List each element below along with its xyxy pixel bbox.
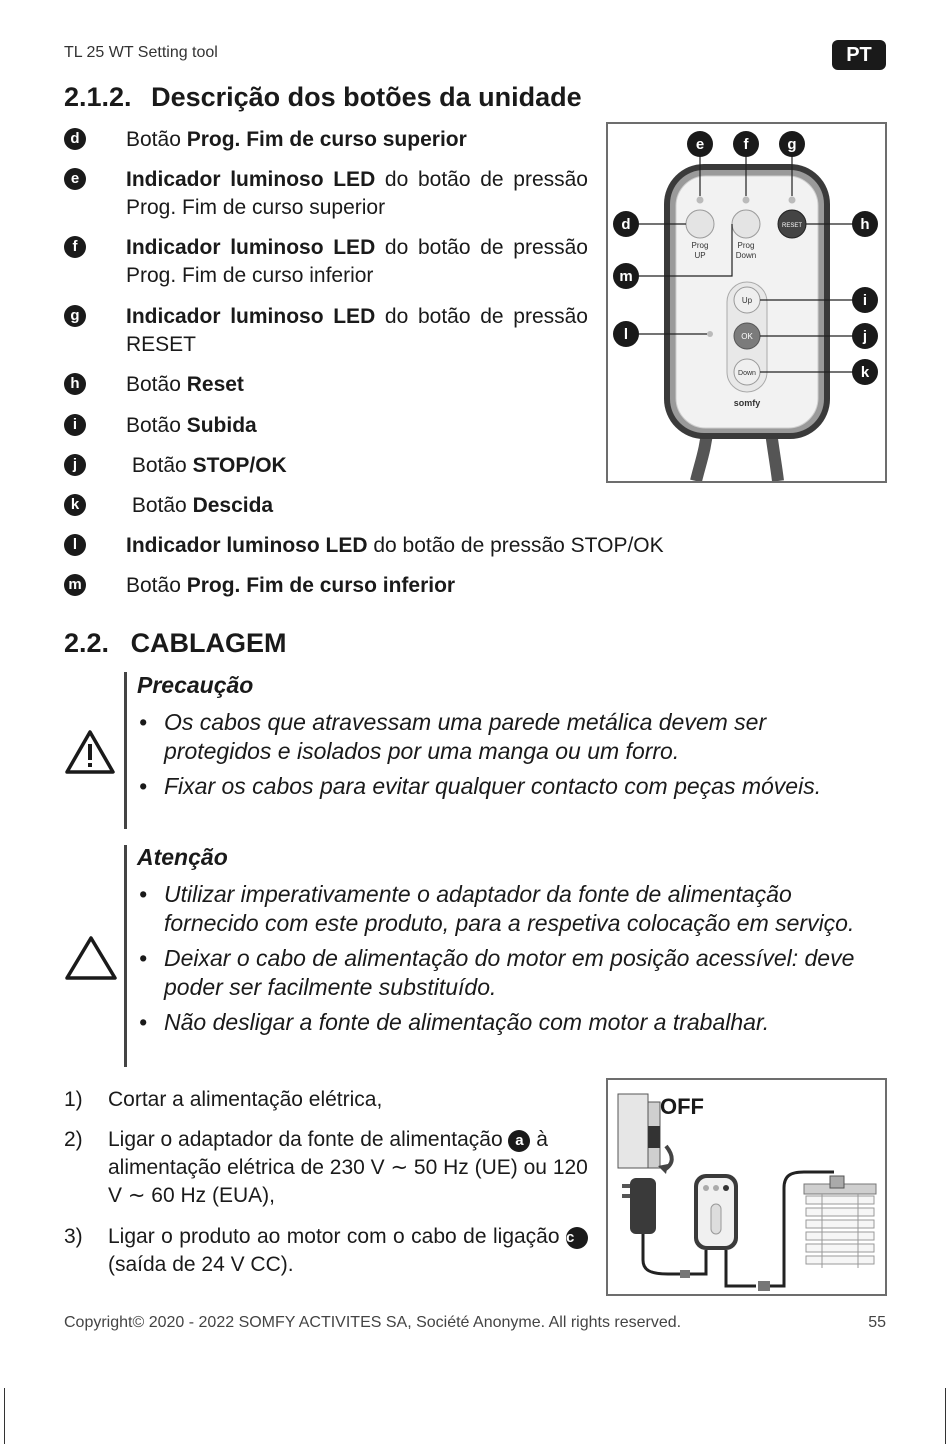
step-item: 3) Ligar o produto ao motor com o cabo de ligação c (saída de 24 V CC).: [64, 1223, 588, 1279]
list-badge: i: [64, 414, 86, 436]
svg-text:h: h: [860, 216, 870, 233]
note-divider: [124, 672, 127, 829]
list-badge: h: [64, 373, 86, 395]
led-indicator: [697, 197, 704, 204]
list-item: Botão Prog. Fim de curso superior: [126, 128, 467, 151]
list-badge: j: [64, 454, 86, 476]
header-title: TL 25 WT Setting tool: [64, 44, 218, 61]
caution-triangle-icon: [64, 934, 118, 982]
svg-text:k: k: [860, 364, 870, 381]
list-item: Botão STOP/OK: [126, 454, 287, 477]
attention-list: [137, 880, 877, 1043]
led-indicator: [707, 331, 713, 337]
prog-up-button: [686, 210, 714, 238]
page-edge-line: [945, 1388, 946, 1444]
list-item: • Fixar os cabos para evitar qualquer contacto com peças móveis.: [137, 772, 877, 801]
precaution-list: [137, 708, 877, 807]
setting-tool-unit: [688, 1174, 756, 1286]
svg-text:Up: Up: [741, 296, 753, 305]
section-number: 2.2.: [64, 628, 110, 658]
list-badge: k: [64, 494, 86, 516]
list-badge: d: [64, 128, 86, 150]
svg-text:m: m: [619, 268, 633, 285]
section-heading-212: [64, 82, 582, 113]
list-badge: l: [64, 534, 86, 556]
list-badge: g: [64, 305, 86, 327]
note-title: Atenção: [137, 844, 228, 870]
wiring-illustration: [608, 1080, 885, 1294]
off-label: OFF: [660, 1094, 704, 1119]
warning-triangle-icon: [64, 728, 116, 776]
svg-text:d: d: [621, 216, 631, 233]
svg-text:i: i: [862, 292, 868, 309]
list-item: Botão Descida: [126, 494, 274, 517]
svg-text:UP: UP: [694, 251, 706, 260]
page-edge-line: [4, 1388, 5, 1444]
copyright-text: Copyright© 2020 - 2022 SOMFY ACTIVITES SA, Société Anonyme. All rights reserved.: [64, 1314, 682, 1331]
inline-badge: c: [566, 1227, 588, 1249]
note-divider: [124, 845, 127, 1067]
wiring-figure: [606, 1078, 887, 1296]
step-item: 1) Cortar a alimentação elétrica,: [64, 1088, 383, 1111]
svg-text:l: l: [623, 326, 629, 343]
step-item: 2) Ligar o adaptador da fonte de alimentação a à alimentação elétrica de 230 V ∼ 50 Hz (UE) ou 120 V ∼ 60 Hz (EUA),: [64, 1128, 588, 1207]
svg-text:e: e: [695, 136, 705, 153]
list-item: • Utilizar imperativamente o adaptador da fonte de alimentação fornecido com este produto, para a respetiva colocação em serviço.: [137, 880, 877, 938]
language-badge: PT: [832, 40, 886, 70]
page-number: 55: [868, 1314, 886, 1331]
device-illustration: [608, 124, 885, 481]
prog-down-button: [732, 210, 760, 238]
svg-text:Down: Down: [738, 370, 756, 377]
svg-text:g: g: [787, 136, 797, 153]
section-title: Descrição dos botões da unidade: [151, 82, 582, 112]
led-indicator: [789, 197, 796, 204]
section-number: 2.1.2.: [64, 82, 132, 112]
list-item: • Não desligar a fonte de alimentação com motor a trabalhar.: [137, 1008, 877, 1037]
list-item: • Os cabos que atravessam uma parede metálica devem ser protegidos e isolados por uma manga ou um forro.: [137, 708, 877, 766]
device-figure: [606, 122, 887, 483]
roller-blind: [804, 1176, 876, 1268]
list-item: Indicador luminoso LED do botão de pressão Prog. Fim de curso superior: [126, 168, 588, 219]
list-item: Indicador luminoso LED do botão de pressão STOP/OK: [126, 534, 664, 557]
led-indicator: [743, 197, 750, 204]
brand-logo: somfy: [733, 398, 761, 408]
inline-badge: a: [508, 1130, 530, 1152]
list-item: Botão Subida: [126, 414, 257, 437]
svg-text:Prog: Prog: [737, 241, 755, 250]
list-item: Indicador luminoso LED do botão de pressão RESET: [126, 305, 588, 356]
list-item: Indicador luminoso LED do botão de pressão Prog. Fim de curso inferior: [126, 236, 588, 287]
svg-text:OK: OK: [741, 332, 753, 341]
list-badge: m: [64, 574, 86, 596]
list-item: Botão Reset: [126, 373, 244, 396]
note-title: Precaução: [137, 672, 254, 698]
section-title: CABLAGEM: [130, 628, 287, 658]
section-heading-22: [64, 628, 287, 659]
svg-text:Prog: Prog: [691, 241, 709, 250]
svg-text:f: f: [743, 136, 749, 153]
list-badge: f: [64, 236, 86, 258]
list-badge: e: [64, 168, 86, 190]
svg-text:Down: Down: [735, 251, 757, 260]
list-item: • Deixar o cabo de alimentação do motor em posição acessível: deve poder ser facilmente substituído.: [137, 944, 877, 1002]
svg-text:j: j: [862, 328, 868, 345]
list-item: Botão Prog. Fim de curso inferior: [126, 574, 456, 597]
power-adapter: [622, 1178, 686, 1274]
reset-button-label: RESET: [781, 223, 803, 229]
